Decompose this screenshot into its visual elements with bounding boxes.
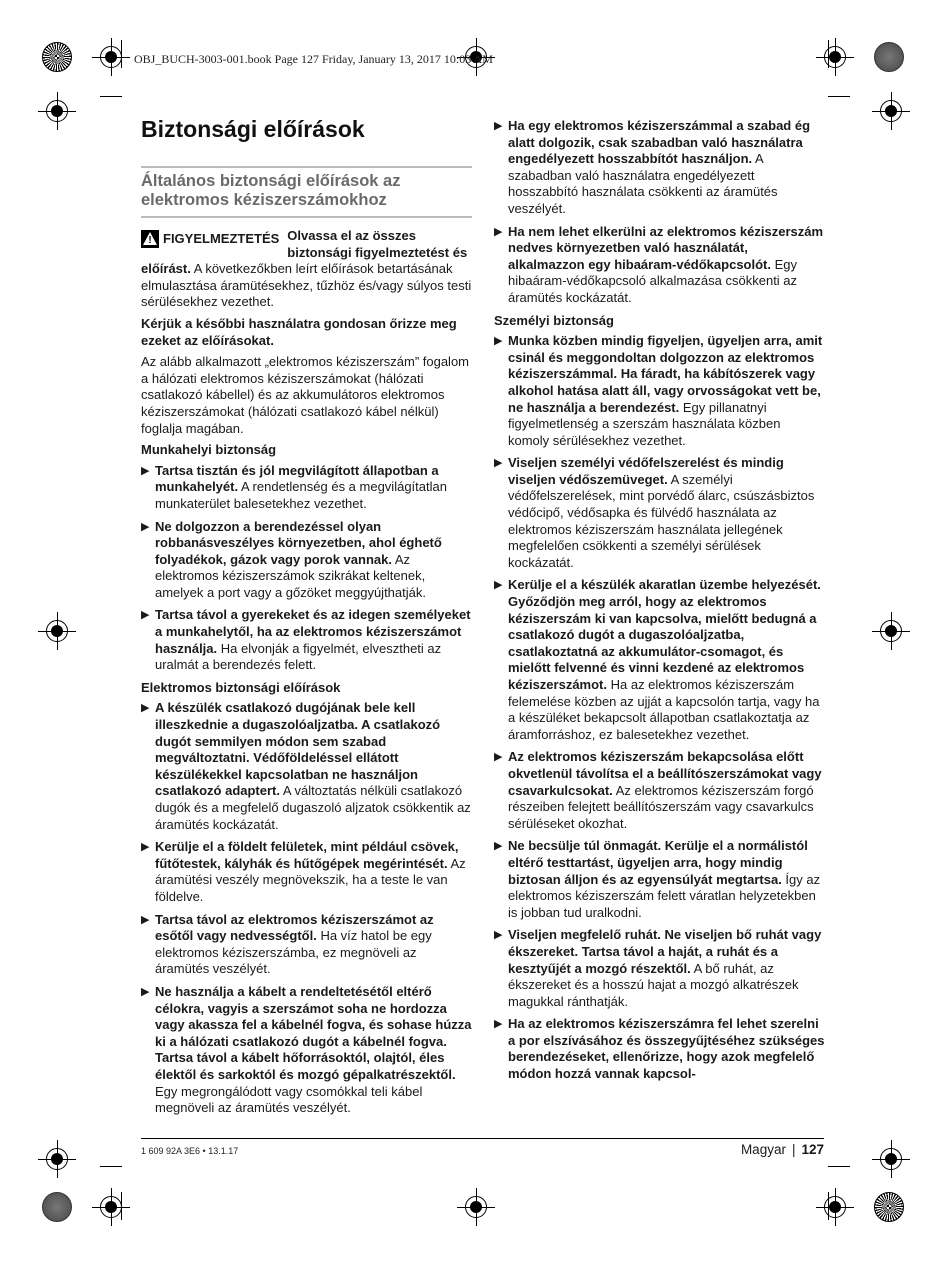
bullet-triangle-icon: ▶ [141, 913, 150, 926]
warning-triangle-icon: ! [141, 230, 159, 248]
book-header: OBJ_BUCH-3003-001.book Page 127 Friday, January 13, 2017 10:03 AM [134, 52, 493, 66]
registration-mark [880, 100, 902, 122]
list-item: ▶ A készülék csatlakozó dugójának bele kell illeszkednie a dugaszolóaljzatba. A csatlakozó dugót semmilyen módon sem szabad megváltoztatni. Védőföldeléssel ellátott készülékekkel kapcsolatban ne használjon csatlakozó adaptert. A változtatás nélküli csatlakozó dugók és a megfelelő dugaszoló aljzatok csökkentik az áramütés kockázatát. [141, 700, 471, 832]
keep-instructions: Kérjük a későbbi használatra gondosan őrizze meg ezeket az előírásokat. [141, 315, 457, 348]
list-item: ▶ Tartsa tisztán és jól megvilágított állapotban a munkahelyét. A rendetlenség és a megvilágítatlan munkaterület balesetekhez vezethet. [141, 462, 447, 511]
crop-mark [828, 1166, 850, 1167]
section-heading: Általános biztonsági előírások az elektromos kéziszerszámokhoz [141, 166, 472, 218]
list-item: ▶ Ha egy elektromos kéziszerszámmal a szabad ég alatt dolgozik, csak szabadban való használatra engedélyezett hosszabbítót használjon. A szabadban való használatra engedélyezett hosszabbító használata csökkenti az áramütés veszélyét. [494, 118, 811, 216]
subheading-workplace: Munkahelyi biztonság [141, 442, 277, 458]
color-bar-gray-disc [874, 42, 904, 72]
bullet-triangle-icon: ▶ [494, 1018, 503, 1031]
page-number: 127 [801, 1142, 824, 1157]
bullet-triangle-icon: ▶ [494, 840, 503, 853]
list-item: ▶ Kerülje el a készülék akaratlan üzembe helyezését. Győződjön meg arról, hogy az elektromos kéziszerszám ki van kapcsolva, mielőtt bedugná a csatlakozó dugót a dugaszolóaljzatba, csatlakoztatná az akkumulátor-csomagot, és mielőtt felvenné és vinni kezdené az elektromos kéziszerszámot. Ha az elektromos kéziszerszám felemelése közben az ujját a kapcsolón tartja, vagy ha a készüléket bekapcsolt állapotban csatlakoztatja az áramforráshoz, ez balesetekhez vezethet. [494, 577, 821, 742]
list-item: ▶ Az elektromos kéziszerszám bekapcsolása előtt okvetlenül távolítsa el a beállítószerszámokat vagy csavarkulcsokat. Az elektromos kéziszerszám forgó részeiben felejtett beállítószerszám vagy csavarkulcs sérüléseket okozhat. [494, 749, 822, 831]
registration-mark [46, 620, 68, 642]
bullet-triangle-icon: ▶ [141, 985, 150, 998]
bullet-triangle-icon: ▶ [141, 464, 150, 477]
bullet-triangle-icon: ▶ [494, 751, 503, 764]
registration-mark [100, 1196, 122, 1218]
list-item: ▶ Ne becsülje túl önmagát. Kerülje el a normálistól eltérő testtartást, ügyeljen arra, hogy mindig biztosan álljon és az egyensúlyát megtartsa. Így az elektromos kéziszerszám felett váratlan helyzetekben is jobban tud uralkodni. [494, 838, 821, 920]
page-title: Biztonsági előírások [141, 116, 365, 142]
list-item: ▶ Ha nem lehet elkerülni az elektromos kéziszerszám nedves környezetben való használatát, alkalmazzon egy hibaáram-védőkapcsolót. Egy hibaáram-védőkapcsoló alkalmazása csökkenti az áramütés kockázatát. [494, 223, 824, 305]
color-bar-starburst [874, 1192, 904, 1222]
bullet-triangle-icon: ▶ [494, 120, 503, 132]
list-item: ▶ Kerülje el a földelt felületek, mint például csövek, fűtőtestek, kályhák és hűtőgépek megérintését. Az áramütési veszély megnövekszik, ha a teste le van földelve. [141, 839, 466, 904]
warning-bold: Olvassa el az összes biztonsági figyelmeztetést és előírást. [141, 228, 468, 277]
footer-code: 1 609 92A 3E6 • 13.1.17 [141, 1146, 239, 1156]
list-item: ▶ Tartsa távol az elektromos kéziszerszámot az esőtől vagy nedvességtől. Ha víz hatol be egy elektromos kéziszerszámba, ez megnöveli az áramütés veszélyét. [141, 911, 434, 977]
warning-label: ! FIGYELMEZTETÉS [141, 230, 279, 248]
right-column [494, 118, 825, 1089]
left-column [141, 166, 472, 1123]
bullet-triangle-icon: ▶ [141, 609, 150, 622]
color-bar-starburst [42, 42, 72, 72]
list-item: ▶ Viseljen megfelelő ruhát. Ne viseljen bő ruhát vagy ékszereket. Tartsa távol a haját, a ruhát és a kesztyűjét a mozgó részektől. A bő ruhát, az ékszereket és a hosszú hajat a mozgó alkatrészek magukkal ránthatják. [494, 927, 822, 1009]
bullet-triangle-icon: ▶ [141, 702, 150, 715]
bullet-triangle-icon: ▶ [494, 335, 503, 348]
warning-text: A következőkben leírt előírások betartásának elmulasztása áramütésekhez, tűzhöz és/vagy súlyos testi sérülésekhez vezethet. [141, 261, 472, 310]
list-item: ▶ Tartsa távol a gyerekeket és az idegen személyeket a munkahelytől, ha az elektromos kéziszerszámot használja. Ha elvonják a figyelmét, elvesztheti az uralmát a berendezés felett. [141, 607, 471, 673]
crop-mark [100, 96, 122, 97]
color-bar-gray-disc [42, 1192, 72, 1222]
warning-block [141, 228, 472, 311]
crop-mark [121, 1192, 122, 1220]
bullet-triangle-icon: ▶ [494, 457, 503, 470]
subheading-electrical: Elektromos biztonsági előírások [141, 679, 341, 695]
registration-mark [880, 620, 902, 642]
registration-mark [100, 46, 122, 68]
list-item: ▶ Ne használja a kábelt a rendeltetésétől eltérő célokra, vagyis a szerszámot soha ne hordozza vagy akassza fel a kábelnél fogva, és sohase húzza ki a hálózati csatlakozó dugót a kábelnél fogva. Tartsa távol a kábelt hőforrásoktól, olajtól, éles élektől és sarkoktól és mozgó gépalkatrészektől. Egy megrongálódott vagy csomókkal teli kábel megnöveli az áramütés veszélyét. [141, 983, 472, 1116]
footer-separator: | [791, 1142, 796, 1157]
subheading-personal: Személyi biztonság [494, 312, 614, 328]
registration-mark [465, 1196, 487, 1218]
crop-mark [100, 1166, 122, 1167]
list-item: ▶ Viseljen személyi védőfelszerelést és mindig viseljen védőszemüveget. A személyi védőfelszerelések, mint porvédő álarc, csúszásbiztos védőcipő, védősapka és fülvédő használata az elektromos kéziszerszám használata jellegének megfelelően csökkenti a személyi sérülések kockázatát. [494, 455, 815, 570]
footer-page-info [741, 1142, 824, 1157]
crop-mark [828, 1192, 829, 1220]
footer-rule [141, 1138, 824, 1139]
bullet-triangle-icon: ▶ [494, 579, 503, 592]
crop-mark [828, 96, 850, 97]
bullet-triangle-icon: ▶ [494, 929, 503, 942]
registration-mark [880, 1148, 902, 1170]
registration-mark [46, 1148, 68, 1170]
crop-mark [828, 40, 829, 68]
bullet-triangle-icon: ▶ [141, 841, 150, 854]
list-item: ▶ Ne dolgozzon a berendezéssel olyan robbanásveszélyes környezetben, ahol éghető folyadékok, gázok vagy porok vannak. Az elektromos kéziszerszámok szikrákat keltenek, amelyek a port vagy a gőzöket meggyújthatják. [141, 518, 442, 600]
registration-mark [46, 100, 68, 122]
footer-language: Magyar [740, 1142, 786, 1157]
list-item: ▶ Ha az elektromos kéziszerszámra fel lehet szerelni a por elszívásához és összegyűjtéséhez szükséges berendezéseket, ellenőrizze, hogy azok megfelelő módon hozzá vannak kapcsol- [494, 1016, 825, 1082]
list-item: ▶ Munka közben mindig figyeljen, ügyeljen arra, amit csinál és meggondoltan dolgozzon az elektromos kéziszerszámmal. Ha fáradt, ha kábítószerek vagy alkohol hatása alatt áll, vagy orvosságokat vett be, ne használja a berendezést. Egy pillanatnyi figyelmetlenség a szerszám használata közben komoly sérülésekhez vezethet. [494, 333, 823, 448]
bullet-triangle-icon: ▶ [141, 520, 150, 533]
bullet-triangle-icon: ▶ [494, 225, 503, 238]
definition-paragraph: Az alább alkalmazott „elektromos kéziszerszám” fogalom a hálózati elektromos kéziszerszámokat (hálózati csatlakozó kábellel) és az akkumulátoros elektromos kéziszerszámokat (hálózati csatlakozó kábel nélkül) foglalja magában. [141, 354, 470, 436]
crop-mark [121, 40, 122, 68]
